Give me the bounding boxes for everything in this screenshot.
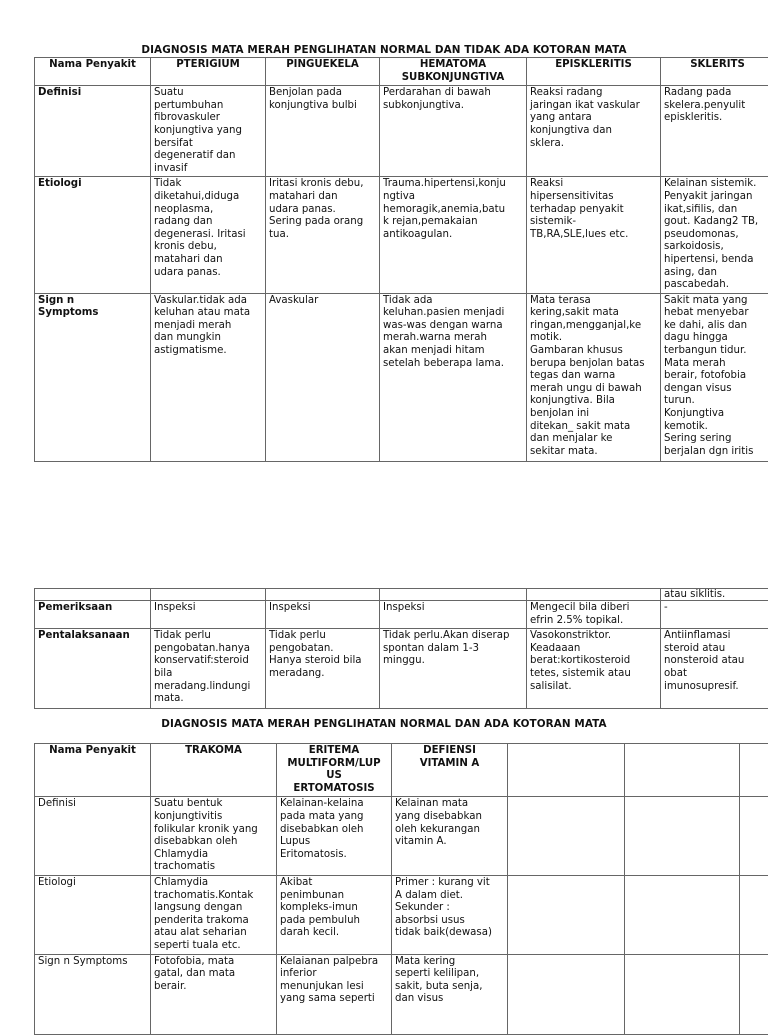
table-row-etiologi (35, 177, 768, 293)
table-cell (527, 589, 661, 601)
header-hematoma: HEMATOMA SUBKONJUNGTIVA (380, 58, 527, 86)
table-cell: Inspeksi (266, 601, 380, 629)
header-nama-penyakit: Nama Penyakit (35, 58, 151, 86)
row-label-definisi: Definisi (35, 86, 151, 177)
table-cell: Tidak perlu pengobatan.hanya konservatif:steroid bila meradang.lindungi mata. (151, 629, 266, 709)
table-cell (740, 797, 768, 876)
table-cell: Reaksi radang jaringan ikat vaskular yang antara konjungtiva dan sklera. (527, 86, 661, 177)
header-defiensi-vitamin-a: DEFIENSI VITAMIN A (392, 744, 508, 797)
table-cell: Iritasi kronis debu, matahari dan udara panas. Sering pada orang tua. (266, 177, 380, 293)
header-empty (625, 744, 740, 797)
table-cell: Sakit mata yang hebat menyebar ke dahi, alis dan dagu hingga terbangun tidur. Mata merah berair, fotofobia dengan visus turun. Konjungtiva kemotik. Sering sering berjalan dgn iritis (661, 293, 768, 461)
table-cell: Antiinflamasi steroid atau nonsteroid atau obat imunosupresif. (661, 629, 768, 709)
table-row-sign-symptoms (35, 954, 768, 1034)
header-trakoma: TRAKOMA (151, 744, 277, 797)
table-cell (508, 875, 625, 954)
header-pinguekela: PINGUEKELA (266, 58, 380, 86)
table-cell: atau siklitis. (661, 589, 768, 601)
table-row-pemeriksaan (35, 601, 768, 629)
header-row (35, 58, 768, 86)
header-episkleritis: EPISKLERITIS (527, 58, 661, 86)
table-cell (625, 875, 740, 954)
table-cell: Tidak perlu pengobatan. Hanya steroid bila meradang. (266, 629, 380, 709)
table-cell: Reaksi hipersensitivitas terhadap penyakit sistemik- TB,RA,SLE,lues etc. (527, 177, 661, 293)
table-row-definisi (35, 797, 768, 876)
table-row-definisi (35, 86, 768, 177)
header-nama-penyakit: Nama Penyakit (35, 744, 151, 797)
table-cell: Suatu pertumbuhan fibrovaskuler konjungtiva yang bersifat degeneratif dan invasif (151, 86, 266, 177)
row-label-etiologi: Etiologi (35, 177, 151, 293)
header-sklerits: SKLERITS (661, 58, 768, 86)
table-cell: Inspeksi (380, 601, 527, 629)
header-empty (508, 744, 625, 797)
table-cell: Kelainan mata yang disebabkan oleh kekurangan vitamin A. (392, 797, 508, 876)
table3-title: DIAGNOSIS MATA MERAH PENGLIHATAN NORMAL DAN ADA KOTORAN MATA (0, 718, 768, 731)
table-cell: Primer : kurang vit A dalam diet. Sekunder : absorbsi usus tidak baik(dewasa) (392, 875, 508, 954)
header-empty (740, 744, 768, 797)
table-cell: Kelainan sistemik. Penyakit jaringan ikat,sifilis, dan gout. Kadang2 TB, pseudomonas, sarkoidosis, hipertensi, benda asing, dan pascabedah. (661, 177, 768, 293)
table-cell: Tidak diketahui,diduga neoplasma, radang dan degenerasi. Iritasi kronis debu, matahari dan udara panas. (151, 177, 266, 293)
table-cell: Radang pada skelera.penyulit episkleritis. (661, 86, 768, 177)
table-cell: - (661, 601, 768, 629)
row-label-pentalaksanaan: Pentalaksanaan (35, 629, 151, 709)
table-cell: Akibat penimbunan kompleks-imun pada pembuluh darah kecil. (277, 875, 392, 954)
table-cell: Suatu bentuk konjungtivitis folikular kronik yang disebabkan oleh Chlamydia trachomatis (151, 797, 277, 876)
table-cell (151, 589, 266, 601)
header-pterigium: PTERIGIUM (151, 58, 266, 86)
table-cell: Tidak perlu.Akan diserap spontan dalam 1-3 minggu. (380, 629, 527, 709)
table-cell: Chlamydia trachomatis.Kontak langsung dengan penderita trakoma atau alat seharian seperti tuala etc. (151, 875, 277, 954)
table-cell: Perdarahan di bawah subkonjungtiva. (380, 86, 527, 177)
table-row-etiologi (35, 875, 768, 954)
table-cell (625, 954, 740, 1034)
table-cell: Vaskular.tidak ada keluhan atau mata menjadi merah dan mungkin astigmatisme. (151, 293, 266, 461)
table-cell (508, 954, 625, 1034)
table-mata-merah-dengan-kotoran (34, 743, 768, 1035)
row-label-sign-symptoms: Sign n Symptoms (35, 293, 151, 461)
table-cell: Mata terasa kering,sakit mata ringan,mengganjal,ke motik. Gambaran khusus berupa benjolan batas tegas dan warna merah ungu di bawah konjungtiva. Bila benjolan ini ditekan_ sakit mata dan menjalar ke sekitar mata. (527, 293, 661, 461)
table-cell: Trauma.hipertensi,konju ngtiva hemoragik,anemia,batu k rejan,pemakaian antikoagulan. (380, 177, 527, 293)
table-cell: Fotofobia, mata gatal, dan mata berair. (151, 954, 277, 1034)
table-cell: Mengecil bila diberi efrin 2.5% topikal. (527, 601, 661, 629)
table-cell (508, 797, 625, 876)
header-row (35, 744, 768, 797)
table1-title: DIAGNOSIS MATA MERAH PENGLIHATAN NORMAL DAN TIDAK ADA KOTORAN MATA (0, 44, 768, 57)
table-cell: Vasokonstriktor. Keadaaan berat:kortikosteroid tetes, sistemik atau salisilat. (527, 629, 661, 709)
row-label-definisi: Definisi (35, 797, 151, 876)
header-eritema-multiform: ERITEMA MULTIFORM/LUP US ERTOMATOSIS (277, 744, 392, 797)
row-label-empty (35, 589, 151, 601)
table-cell (380, 589, 527, 601)
table-cell (740, 954, 768, 1034)
table-cell: Kelainan-kelaina pada mata yang disebabkan oleh Lupus Eritomatosis. (277, 797, 392, 876)
table-cell (266, 589, 380, 601)
table-cell: Tidak ada keluhan.pasien menjadi was-was dengan warna merah.warna merah akan menjadi hitam setelah beberapa lama. (380, 293, 527, 461)
table-cell: Inspeksi (151, 601, 266, 629)
row-label-etiologi: Etiologi (35, 875, 151, 954)
table-mata-merah-tanpa-kotoran-continued (34, 588, 768, 709)
table-cell: Avaskular (266, 293, 380, 461)
table-cell: Kelaianan palpebra inferior menunjukan lesi yang sama seperti (277, 954, 392, 1034)
table-mata-merah-tanpa-kotoran (34, 57, 768, 462)
table-cell: Benjolan pada konjungtiva bulbi (266, 86, 380, 177)
table-cell (625, 797, 740, 876)
table-cell (740, 875, 768, 954)
table-row-sign-symptoms (35, 293, 768, 461)
table-row-pentalaksanaan (35, 629, 768, 709)
row-label-sign-symptoms: Sign n Symptoms (35, 954, 151, 1034)
table-row-continuation (35, 589, 768, 601)
table-cell: Mata kering seperti kelilipan, sakit, buta senja, dan visus (392, 954, 508, 1034)
row-label-pemeriksaan: Pemeriksaan (35, 601, 151, 629)
